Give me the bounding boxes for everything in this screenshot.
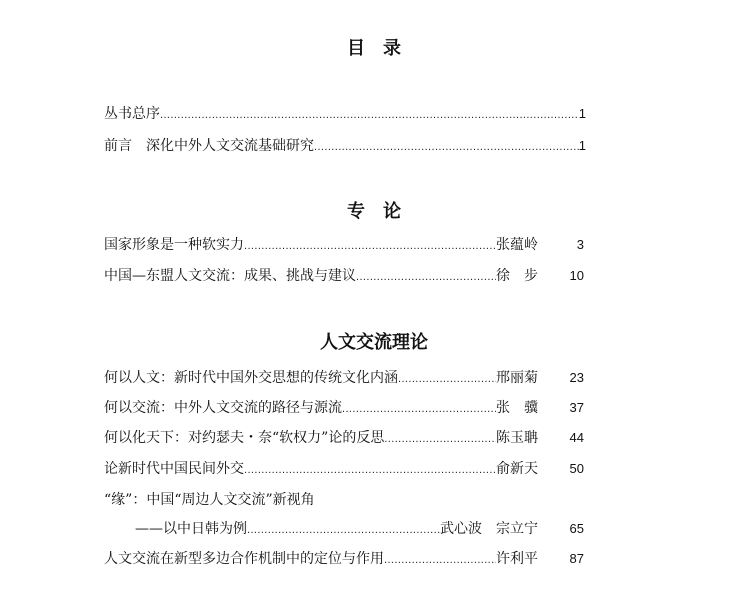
page-number: 1 [578,106,586,121]
dot-leader [160,105,579,125]
entry-title: 国家形象是一种软实力 [104,237,244,253]
page-number: 87 [569,551,584,566]
toc-entry[interactable] [104,398,584,418]
dot-leader [342,399,496,419]
toc-entry-preface[interactable] [104,136,586,156]
toc-title: 目 录 [347,38,401,59]
page-number: 37 [569,400,584,415]
page-number: 3 [576,237,584,252]
entry-title: 前言 深化中外人文交流基础研究 [104,138,314,154]
dot-leader [244,460,496,480]
toc-entry[interactable] [104,549,584,569]
toc-entry[interactable] [104,428,584,448]
toc-entry[interactable] [135,519,584,539]
dot-leader [244,236,496,256]
section-heading: 人文交流理论 [320,332,428,353]
toc-entry[interactable] [104,266,584,286]
entry-title: 何以交流：中外人文交流的路径与源流 [104,400,342,416]
page-number: 44 [569,430,584,445]
entry-title: 中国—东盟人文交流：成果、挑战与建议 [104,268,356,284]
toc-entry[interactable] [104,459,584,479]
entry-title[interactable]: “缘”：中国“周边人文交流”新视角 [104,492,315,508]
page-number: 50 [569,461,584,476]
toc-entry-series-preface[interactable] [104,104,586,124]
page-number: 10 [569,268,584,283]
page-number: 23 [569,370,584,385]
entry-author: 徐 步 [496,268,538,284]
entry-author: 武心波 宗立宁 [440,521,538,537]
entry-author: 许利平 [496,551,538,567]
toc-entry[interactable] [104,235,584,255]
page-number: 65 [569,521,584,536]
entry-title: 何以人文：新时代中国外交思想的传统文化内涵 [104,370,398,386]
section-heading: 专 论 [347,201,401,222]
entry-author: 陈玉聃 [496,430,538,446]
entry-author: 张蕴岭 [496,237,538,253]
dot-leader [247,520,440,540]
entry-author: 邢丽菊 [496,370,538,386]
dot-leader [356,267,496,287]
dot-leader [384,429,496,449]
entry-title: 丛书总序 [104,106,160,122]
entry-author: 张 骥 [496,400,538,416]
entry-title: 何以化天下：对约瑟夫・奈“软权力”论的反思 [104,430,385,446]
page-number: 1 [578,138,586,153]
dot-leader [398,369,496,389]
entry-subtitle: ——以中日韩为例 [135,521,247,537]
entry-title: 人文交流在新型多边合作机制中的定位与作用 [104,551,384,567]
entry-author: 俞新天 [496,461,538,477]
entry-title: 论新时代中国民间外交 [104,461,244,477]
dot-leader [314,137,579,157]
dot-leader [384,550,496,570]
toc-entry[interactable] [104,368,584,388]
